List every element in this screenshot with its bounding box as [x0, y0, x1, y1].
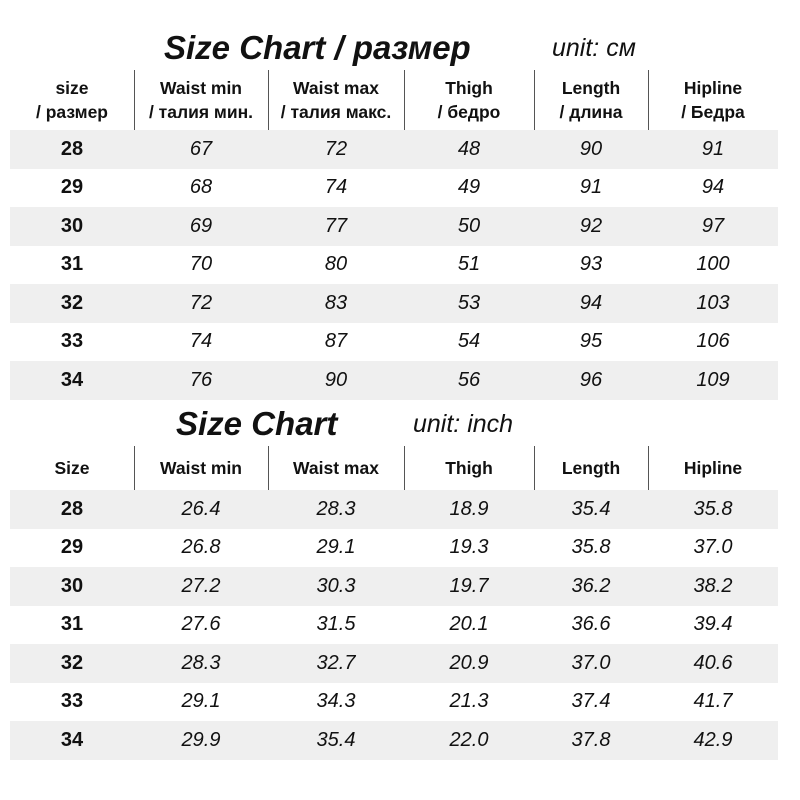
measure-cell: 41.7 — [693, 690, 733, 713]
column-header-line: / Бедра — [681, 102, 745, 122]
measure-cell: 26.4 — [181, 497, 221, 520]
measure-cell: 38.2 — [693, 574, 733, 597]
measure-cell: 91 — [579, 176, 603, 199]
table-row — [10, 246, 778, 285]
measure-cell: 36.6 — [571, 613, 611, 636]
column-header-line: Waist min — [160, 78, 242, 98]
column-header-line: Thigh — [445, 78, 493, 98]
cm-unit-label: unit: см — [552, 34, 636, 62]
column-header-line: Length — [561, 78, 621, 98]
measure-cell: 36.2 — [571, 574, 611, 597]
column-header-line: Waist min — [160, 458, 242, 478]
table-row — [10, 284, 778, 323]
column-divider — [268, 446, 269, 490]
measure-cell: 96 — [579, 368, 603, 391]
measure-cell: 48 — [457, 137, 481, 160]
measure-cell: 68 — [189, 176, 213, 199]
table-row — [10, 207, 778, 246]
column-divider — [268, 70, 269, 130]
measure-cell: 27.6 — [181, 613, 221, 636]
measure-cell: 20.1 — [449, 613, 489, 636]
column-header — [10, 446, 134, 490]
table-row — [10, 644, 778, 683]
column-header — [648, 446, 778, 490]
column-divider — [134, 446, 135, 490]
measure-cell: 18.9 — [449, 497, 489, 520]
measure-cell: 97 — [701, 214, 725, 237]
size-cell: 31 — [60, 253, 84, 276]
inch-unit-label: unit: inch — [413, 410, 514, 438]
measure-cell: 31.5 — [316, 613, 356, 636]
measure-cell: 29.9 — [181, 728, 221, 751]
measure-cell: 56 — [457, 368, 481, 391]
column-divider — [134, 70, 135, 130]
size-cell: 34 — [60, 728, 84, 751]
column-header-line: size — [55, 78, 89, 98]
measure-cell: 106 — [696, 330, 730, 353]
inch-chart-title: Size Chart — [176, 405, 338, 442]
table-header — [10, 446, 778, 490]
size-cell: 32 — [60, 291, 84, 314]
table-row — [10, 529, 778, 568]
size-cell: 34 — [60, 368, 84, 391]
column-header-line: Hipline — [683, 78, 743, 98]
column-divider — [648, 70, 649, 130]
measure-cell: 26.8 — [181, 536, 221, 559]
measure-cell: 19.7 — [449, 574, 489, 597]
measure-cell: 37.8 — [571, 728, 611, 751]
size-cell: 29 — [60, 176, 84, 199]
column-divider — [648, 446, 649, 490]
size-cell: 30 — [60, 214, 84, 237]
measure-cell: 103 — [696, 291, 730, 314]
column-header — [268, 70, 404, 130]
table-header — [10, 70, 778, 130]
column-header — [10, 70, 134, 130]
column-header-line: / талия мин. — [148, 102, 254, 122]
measure-cell: 50 — [457, 214, 481, 237]
table-row — [10, 130, 778, 169]
measure-cell: 34.3 — [316, 690, 356, 713]
measure-cell: 94 — [579, 291, 603, 314]
table-row — [10, 567, 778, 606]
measure-cell: 30.3 — [316, 574, 356, 597]
measure-cell: 83 — [324, 291, 348, 314]
measure-cell: 51 — [457, 253, 481, 276]
size-cell: 28 — [60, 497, 84, 520]
size-cell: 33 — [60, 690, 84, 713]
column-header — [268, 446, 404, 490]
measure-cell: 87 — [324, 330, 348, 353]
measure-cell: 53 — [457, 291, 481, 314]
measure-cell: 92 — [579, 214, 603, 237]
size-cell: 33 — [60, 330, 84, 353]
column-divider — [534, 70, 535, 130]
inch-size-table — [10, 446, 778, 760]
measure-cell: 42.9 — [693, 728, 733, 751]
measure-cell: 95 — [579, 330, 603, 353]
inch-title-row — [0, 404, 800, 444]
measure-cell: 94 — [701, 176, 725, 199]
measure-cell: 35.4 — [571, 497, 611, 520]
measure-cell: 37.0 — [571, 651, 611, 674]
table-row — [10, 721, 778, 760]
table-row — [10, 323, 778, 362]
size-cell: 32 — [60, 651, 84, 674]
measure-cell: 35.8 — [693, 497, 733, 520]
column-header-line: Waist max — [293, 78, 379, 98]
measure-cell: 70 — [189, 253, 213, 276]
measure-cell: 69 — [189, 214, 213, 237]
size-cell: 28 — [60, 137, 84, 160]
measure-cell: 28.3 — [316, 497, 356, 520]
measure-cell: 32.7 — [316, 651, 356, 674]
column-divider — [404, 70, 405, 130]
measure-cell: 40.6 — [693, 651, 733, 674]
column-header — [404, 446, 534, 490]
table-row — [10, 606, 778, 645]
column-header-line: Thigh — [445, 458, 493, 478]
table-row — [10, 169, 778, 208]
measure-cell: 28.3 — [181, 651, 221, 674]
table-row — [10, 490, 778, 529]
cm-size-table — [10, 70, 778, 400]
size-cell: 30 — [60, 574, 84, 597]
measure-cell: 90 — [579, 137, 603, 160]
measure-cell: 37.0 — [693, 536, 733, 559]
column-header-line: / бедро — [437, 102, 501, 122]
column-header-line: / талия макс. — [280, 102, 392, 122]
column-divider — [404, 446, 405, 490]
measure-cell: 27.2 — [181, 574, 221, 597]
column-header — [134, 446, 268, 490]
size-cell: 29 — [60, 536, 84, 559]
measure-cell: 35.4 — [316, 728, 356, 751]
measure-cell: 93 — [579, 253, 603, 276]
column-header-line: Waist max — [293, 458, 379, 478]
measure-cell: 21.3 — [449, 690, 489, 713]
cm-chart-title: Size Chart / размер — [164, 29, 471, 66]
measure-cell: 72 — [324, 137, 348, 160]
measure-cell: 35.8 — [571, 536, 611, 559]
table-row — [10, 361, 778, 400]
measure-cell: 67 — [189, 137, 213, 160]
measure-cell: 29.1 — [181, 690, 221, 713]
column-header-line: / длина — [559, 102, 623, 122]
measure-cell: 90 — [324, 368, 348, 391]
measure-cell: 77 — [324, 214, 348, 237]
measure-cell: 37.4 — [571, 690, 611, 713]
column-header — [134, 70, 268, 130]
column-header-line: Length — [561, 458, 621, 478]
measure-cell: 80 — [324, 253, 348, 276]
table-row — [10, 683, 778, 722]
column-header-line: Size — [54, 458, 90, 478]
measure-cell: 54 — [457, 330, 481, 353]
size-cell: 31 — [60, 613, 84, 636]
measure-cell: 109 — [696, 368, 730, 391]
measure-cell: 74 — [189, 330, 213, 353]
column-header — [534, 446, 648, 490]
column-header — [648, 70, 778, 130]
cm-title-row — [0, 28, 800, 68]
measure-cell: 74 — [324, 176, 348, 199]
measure-cell: 19.3 — [449, 536, 489, 559]
measure-cell: 29.1 — [316, 536, 356, 559]
measure-cell: 72 — [189, 291, 213, 314]
column-header — [404, 70, 534, 130]
measure-cell: 20.9 — [449, 651, 489, 674]
measure-cell: 39.4 — [693, 613, 733, 636]
measure-cell: 100 — [696, 253, 730, 276]
measure-cell: 22.0 — [449, 728, 489, 751]
measure-cell: 49 — [457, 176, 481, 199]
measure-cell: 91 — [701, 137, 725, 160]
column-header — [534, 70, 648, 130]
measure-cell: 76 — [189, 368, 213, 391]
column-header-line: Hipline — [683, 458, 743, 478]
column-divider — [534, 446, 535, 490]
column-header-line: / размер — [36, 102, 108, 122]
